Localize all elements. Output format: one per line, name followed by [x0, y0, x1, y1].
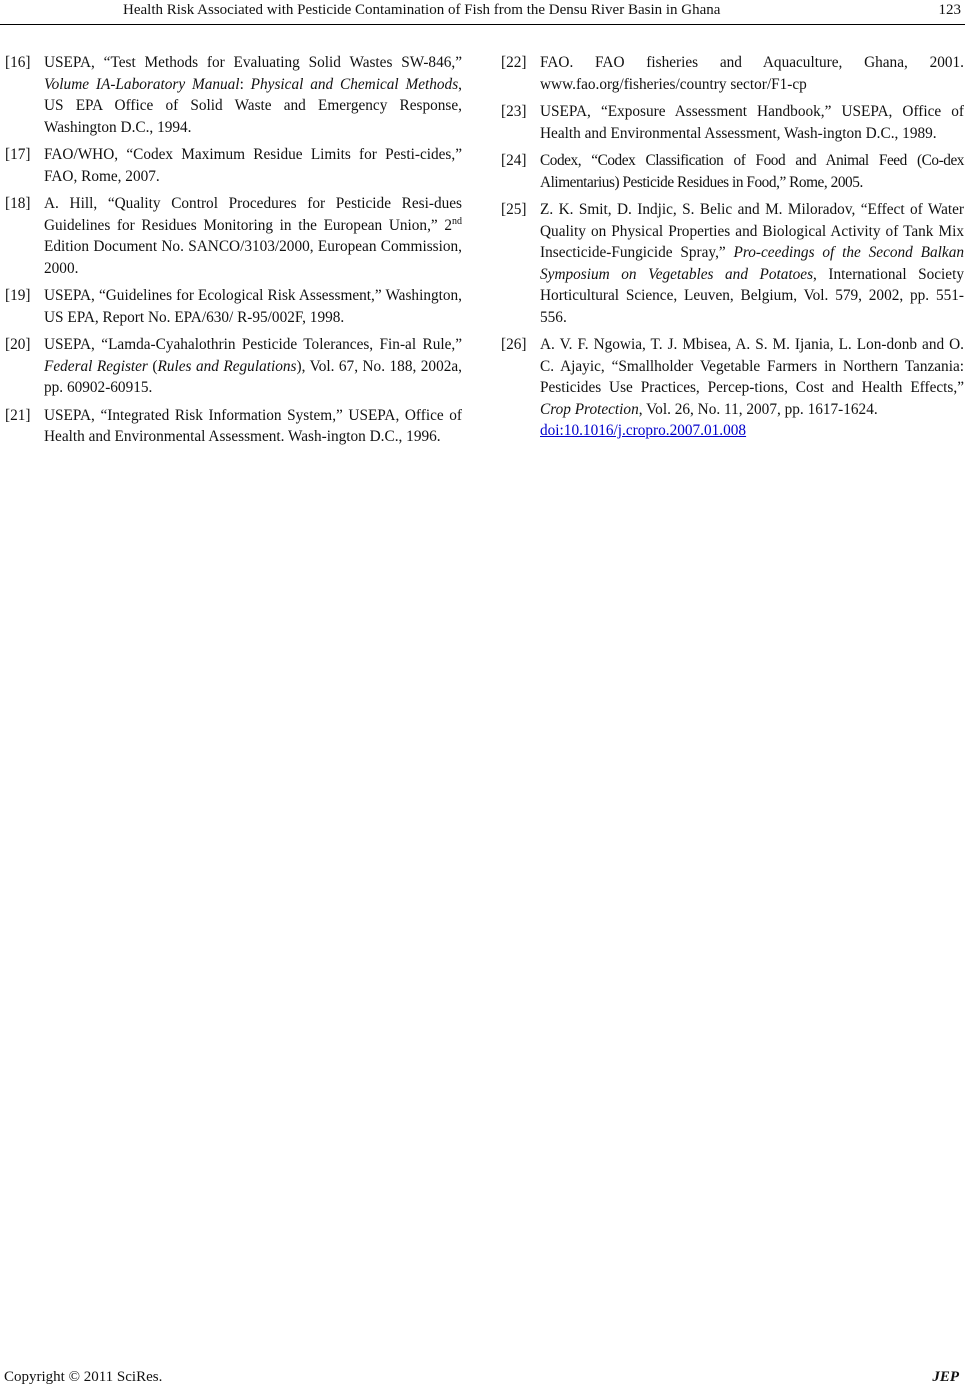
reference-text [44, 334, 462, 399]
reference-citation: USEPA, “Exposure Assessment Handbook,” USEPA, Office of Health and Environmental Assessment, Wash-ington D.C., 1989. [540, 103, 964, 142]
reference-number: [22] [501, 54, 527, 71]
reference-text [44, 52, 462, 138]
running-header [0, 0, 965, 25]
reference-citation: A. Hill, “Quality Control Procedures for Pesticide Resi-dues Guidelines for Residues Monitoring in the European Union,” 2nd Edition Document No. SANCO/3103/2000, European Commission, 2000. [44, 195, 462, 277]
doi-link[interactable]: doi:10.1016/j.cropro.2007.01.008 [540, 422, 747, 439]
reference-number: [18] [5, 195, 31, 212]
reference-item [501, 199, 964, 328]
reference-citation: FAO. FAO fisheries and Aquaculture, Ghana, 2001. www.fao.org/fisheries/country sector/F1-cp [540, 54, 964, 93]
reference-citation: A. V. F. Ngowia, T. J. Mbisea, A. S. M. Ijania, L. Lon-donb and O. C. Ajayic, “Smallholder Vegetable Farmers in Northern Tanzania: Pesticides Use Practices, Percep-tions, Cost and Health Effects,” Crop Protection, Vol. 26, No. 11, 2007, pp. 1617-1624. [540, 336, 964, 418]
reference-text [44, 144, 462, 187]
reference-number: [23] [501, 103, 527, 120]
reference-item [501, 52, 964, 95]
reference-number: [26] [501, 336, 527, 353]
page-footer [0, 1363, 965, 1385]
reference-text [44, 193, 462, 279]
reference-item [5, 334, 462, 399]
reference-text [540, 199, 964, 328]
reference-number: [24] [501, 152, 527, 169]
reference-item [5, 144, 462, 187]
reference-citation: Z. K. Smit, D. Indjic, S. Belic and M. Miloradov, “Effect of Water Quality on Physical Properties and Biological Activity of Tank Mix Insecticide-Fungicide Spray,” Pro-ceedings of the Second Balkan Symposium on Vegetables and Potatoes, International Society Horticultural Science, Leuven, Belgium, Vol. 579, 2002, pp. 551-556. [540, 201, 964, 326]
reference-item [5, 285, 462, 328]
reference-number: [16] [5, 54, 31, 71]
reference-number: [20] [5, 336, 31, 353]
reference-item [501, 101, 964, 144]
reference-text [540, 334, 964, 442]
reference-item [501, 150, 964, 193]
reference-citation: USEPA, “Lamda-Cyahalothrin Pesticide Tolerances, Fin-al Rule,” Federal Register (Rules and Regulations), Vol. 67, No. 188, 2002a, pp. 60902-60915. [44, 336, 462, 396]
reference-text [540, 101, 964, 144]
journal-abbreviation: JEP [932, 1369, 959, 1385]
page-number: 123 [938, 2, 961, 18]
reference-text [540, 52, 964, 95]
reference-citation: USEPA, “Guidelines for Ecological Risk Assessment,” Washington, US EPA, Report No. EPA/630/ R-95/002F, 1998. [44, 287, 462, 326]
reference-text [44, 285, 462, 328]
reference-number: [21] [5, 406, 31, 424]
reference-item [501, 334, 964, 442]
reference-text [44, 405, 462, 448]
references-right-column [501, 52, 964, 448]
reference-number: [17] [5, 146, 31, 163]
reference-item [5, 193, 462, 279]
reference-citation: Codex, “Codex Classification of Food and Animal Feed (Co-dex Alimentarius) Pesticide Residues in Food,” Rome, 2005. [540, 152, 964, 191]
reference-number: [19] [5, 287, 31, 304]
reference-citation: FAO/WHO, “Codex Maximum Residue Limits for Pesti-cides,” FAO, Rome, 2007. [44, 146, 462, 185]
reference-text [540, 150, 964, 193]
copyright-notice: Copyright © 2011 SciRes. [4, 1369, 163, 1385]
running-title: Health Risk Associated with Pesticide Contamination of Fish from the Densu River Basin in Ghana [123, 2, 721, 18]
reference-item [5, 52, 462, 138]
references-left-column [5, 52, 462, 454]
reference-item [5, 405, 462, 448]
reference-number: [25] [501, 201, 527, 218]
reference-citation: USEPA, “Integrated Risk Information System,” USEPA, Office of Health and Environmental Assessment. Wash-ington D.C., 1996. [44, 406, 462, 445]
reference-citation: USEPA, “Test Methods for Evaluating Solid Wastes SW-846,” Volume IA-Laboratory Manual: Physical and Chemical Methods, US EPA Office of Solid Waste and Emergency Response, Washington D.C., 1994. [44, 54, 462, 136]
